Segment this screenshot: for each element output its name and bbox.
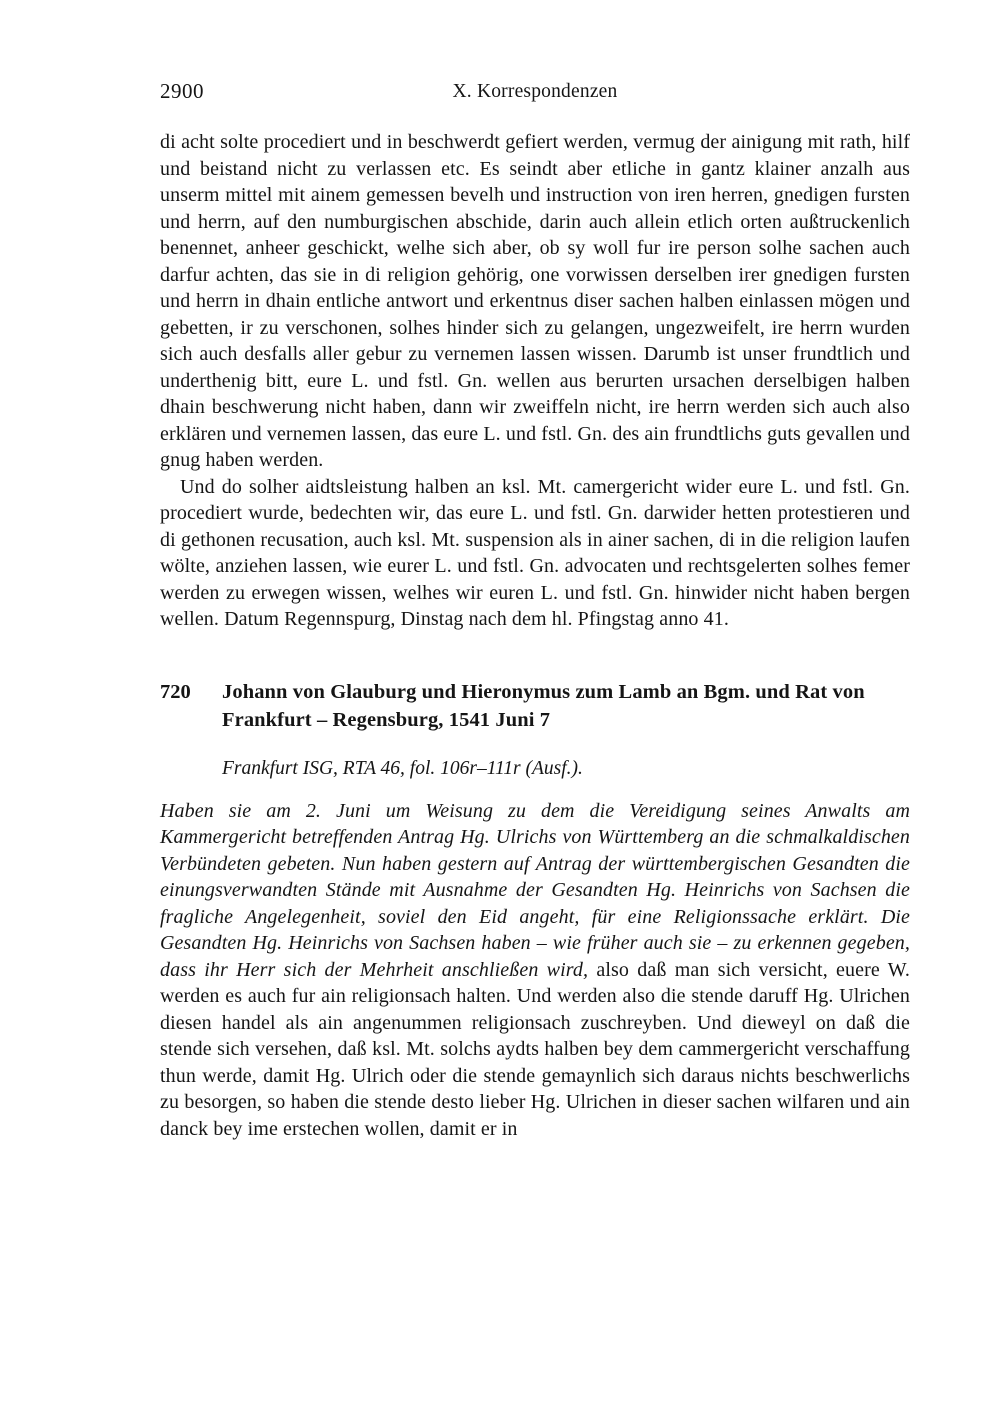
entry-720	[160, 678, 910, 1143]
running-title: X. Korrespondenzen	[452, 81, 618, 102]
page-header	[160, 80, 910, 103]
summary-roman-part: also daß man sich versicht, euere W. werden es auch fur ain religionsach halten. Und werden also die stende daruff Hg. Ulrichen diesen handel als ain angenummen religionsach zuschreyben. Und dieweyl on daß die stende sich versehen, daß ksl. Mt. solchs aydts halben bey dem cammergericht verschaffung thun werde, damit Hg. Ulrich oder die stende gemaynlich sich daraus nichts beschwerlichs zu besorgen, so haben die stende desto lieber Hg. Ulrichen in dieser sachen wilfaren und ain danck bey ime erstechen wollen, damit er in	[160, 958, 910, 1140]
letter-paragraph-2: Und do solher aidtsleistung halben an ksl. Mt. camergericht wider eure L. und fstl. Gn. procediert wurde, bedechten wir, das eure L. und fstl. Gn. darwider hetten protestieren und di gethonen recusation, auch ksl. Mt. suspension als in ainer sachen, di in die religion laufen wölte, anziehen lassen, wie eurer L. und fstl. Gn. advocaten und rechtsgelerten solhes femer werden zu erwegen wissen, welhes wir euren L. und fstl. Gn. hinwider nicht haben bergen wellen. Datum Regennspurg, Dinstag nach dem hl. Pfingstag anno 41.	[160, 475, 910, 630]
letter-paragraph-1: di acht solte procediert und in beschwerdt gefiert werden, vermug der ainigung mit rath, hilf und beistand nicht zu verlassen etc. Es seindt aber etliche in gantz klainer anzalh aus unserm mittel mit ainem gemessen bevelh und instruction von iren herren, gnedigen fursten und herrn, auf den numburgischen abschide, darin auch allein etlich orten außtruckenlich benennet, anheer geschickt, welhe sich aber, ob sy woll fur ire person solhe sachen auch darfur achten, das sie in di religion gehörig, one vorwissen derselben irer gnedigen fursten und herrn in dhain entliche antwort und erkentnus diser sachen halben einlassen mögen und gebetten, ir zu verschonen, solhes hinder sich zu gelangen, ungezweifelt, ire herrn wurden sich auch desfalls aller gebur zu vernemen lassen wissen. Darumb ist unser frundtlich und underthenig bitt, eure L. und fstl. Gn. wellen aus berurten ursachen derselbigen halben dhain beschwerung nicht haben, dann wir zweiffeln nicht, ire herrn werden sich auch also erklären und vernemen lassen, das eure L. und fstl. Gn. des ain frundtlichs guts gevallen und gnug haben werden.	[160, 131, 910, 471]
page-number: 2900	[160, 79, 204, 103]
entry-source-line: Frankfurt ISG, RTA 46, fol. 106r–111r (Ausf.).	[222, 757, 583, 779]
entry-summary	[160, 798, 910, 1143]
summary-italic-part: Haben sie am 2. Juni um Weisung zu dem die Vereidigung seines Anwalts am Kammergericht betreffenden Antrag Hg. Ulrichs von Württemberg an die schmalkaldischen Verbündeten gebeten. Nun haben gestern auf Antrag der württembergischen Gesandten die einungsverwandten Stände mit Ausnahme der Gesandten Hg. Heinrichs von Sachsen die fragliche Angelegenheit, soviel den Eid angeht, für eine Religionssache erklärt. Die Gesandten Hg. Heinrichs von Sachsen haben – wie früher auch sie – zu erkennen gegeben, dass ihr Herr sich der Mehrheit anschließen wird,	[160, 799, 910, 981]
entry-number: 720	[160, 680, 191, 703]
entry-title: Johann von Glauburg und Hieronymus zum Lamb an Bgm. und Rat von Frankfurt – Regensburg, 1541 Juni 7	[222, 680, 865, 731]
entry-heading-row	[160, 678, 910, 734]
